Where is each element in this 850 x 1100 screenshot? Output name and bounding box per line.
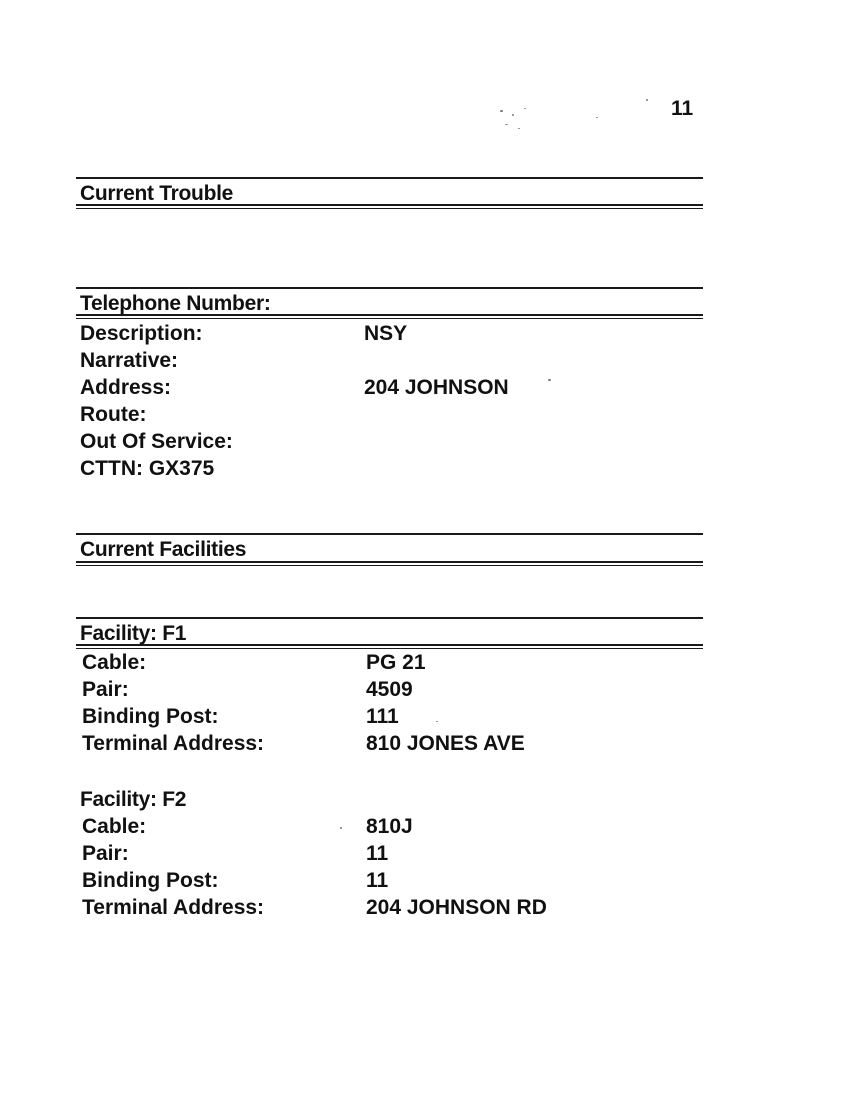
scan-noise: [596, 117, 598, 118]
field-value: 11: [366, 869, 389, 892]
facility-f1-row-terminal-address: [80, 732, 700, 759]
section-rule-bottom: [76, 644, 703, 649]
scan-noise: [524, 108, 526, 109]
field-label: Terminal Address:: [82, 732, 265, 755]
field-label: CTTN: GX375: [80, 457, 215, 480]
section-rule-top: [76, 617, 703, 619]
field-value: 4509: [366, 678, 413, 701]
section-rule-bottom: [76, 204, 703, 209]
facility-f1-row-binding-post: [80, 705, 700, 732]
page-number: 11: [671, 97, 694, 120]
scan-noise: [512, 114, 514, 116]
scan-noise: [548, 379, 551, 381]
facility-f1-row-pair: [80, 678, 700, 705]
field-label: Binding Post:: [82, 869, 219, 892]
facility-f2-row-binding-post: [80, 869, 700, 896]
scan-noise: [500, 110, 503, 112]
field-value: 810J: [366, 815, 413, 838]
telephone-row-description: [80, 322, 700, 349]
scan-noise: [505, 124, 508, 125]
field-value: 204 JOHNSON RD: [366, 896, 547, 919]
facility-f2-row-pair: [80, 842, 700, 869]
field-value: PG 21: [366, 651, 426, 674]
section-rule-top: [76, 177, 703, 179]
field-label: Pair:: [82, 842, 129, 865]
facility-f2-row-terminal-address: [80, 896, 700, 923]
scan-noise: [340, 827, 342, 829]
section-rule-bottom: [76, 561, 703, 566]
section-rule-top: [76, 533, 703, 535]
field-label: Narrative:: [80, 349, 179, 372]
field-label: Cable:: [82, 815, 147, 838]
facility-f1-heading: Facility: F1: [80, 622, 187, 645]
telephone-number-heading: Telephone Number:: [80, 292, 271, 315]
field-value: NSY: [364, 322, 408, 345]
field-value: 204 JOHNSON: [364, 376, 509, 399]
current-trouble-heading: Current Trouble: [80, 182, 234, 205]
scan-noise: [436, 721, 438, 722]
facility-f2-heading: Facility: F2: [80, 788, 187, 811]
telephone-row-address: [80, 376, 700, 403]
telephone-row-out-of-service: [80, 430, 700, 457]
field-label: Address:: [80, 376, 172, 399]
scan-noise: [518, 128, 520, 129]
field-label: Terminal Address:: [82, 896, 265, 919]
section-rule-bottom: [76, 314, 703, 319]
telephone-row-narrative: [80, 349, 700, 376]
field-label: Pair:: [82, 678, 129, 701]
field-label: Out Of Service:: [80, 430, 233, 453]
telephone-row-cttn: [80, 457, 700, 484]
field-value: 11: [366, 842, 389, 865]
field-label: Binding Post:: [82, 705, 219, 728]
field-label: Description:: [80, 322, 203, 345]
facility-f2-row-cable: [80, 815, 700, 842]
field-value: 111: [366, 705, 399, 728]
telephone-row-route: [80, 403, 700, 430]
field-label: Cable:: [82, 651, 147, 674]
section-rule-top: [76, 287, 703, 289]
scan-noise: [646, 99, 648, 101]
field-label: Route:: [80, 403, 147, 426]
current-facilities-heading: Current Facilities: [80, 538, 247, 561]
field-value: 810 JONES AVE: [366, 732, 525, 755]
facility-f1-row-cable: [80, 651, 700, 678]
